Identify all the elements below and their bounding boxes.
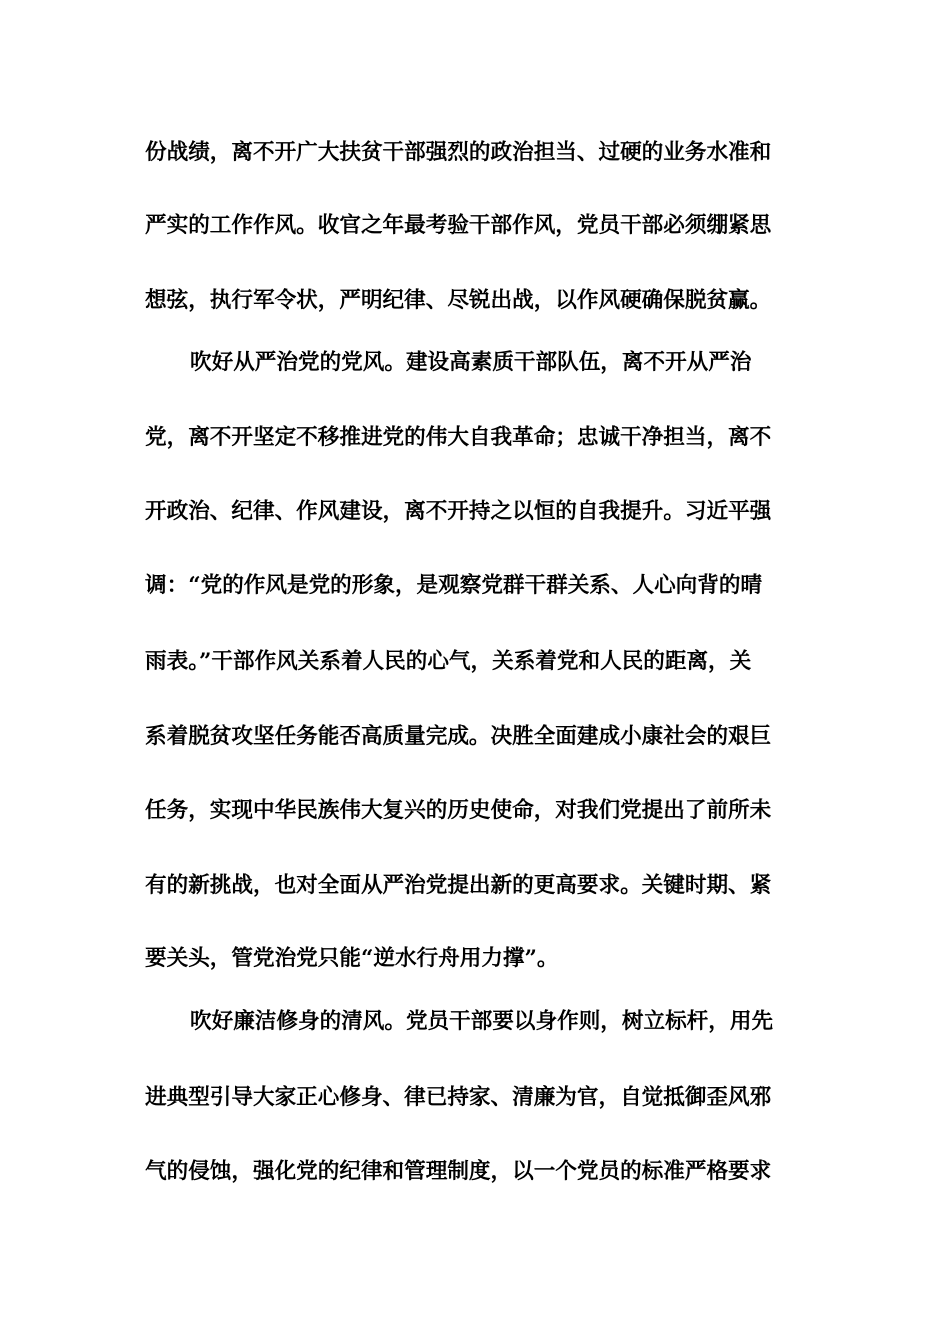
text-line-5: 党，离不开坚定不移推进党的伟大自我革命；忠诚干净担当，离不 [145, 425, 772, 450]
paragraph-3-line-1: 吹好廉洁修身的清风。党员干部要以身作则，树立标杆，用先 [190, 1009, 774, 1034]
paragraph-2-line-1: 吹好从严治党的党风。建设高素质干部队伍，离不开从严治 [190, 350, 752, 375]
text-line-14: 进典型引导大家正心修身、律已持家、清廉为官，自觉抵御歪风邪 [145, 1085, 772, 1110]
text-line-6: 开政治、纪律、作风建设，离不开持之以恒的自我提升。习近平强 [145, 499, 772, 524]
text-line-10: 任务，实现中华民族伟大复兴的历史使命，对我们党提出了前所未 [145, 798, 772, 823]
text-line-7: 调：“党的作风是党的形象，是观察党群干群关系、人心向背的晴 [145, 573, 763, 598]
text-line-2: 严实的工作作风。收官之年最考验干部作风，党员干部必须绷紧思 [145, 213, 772, 238]
text-line-3: 想弦，执行军令状，严明纪律、尽锐出战，以作风硬确保脱贫赢。 [145, 288, 772, 313]
text-line-1: 份战绩，离不开广大扶贫干部强烈的政治担当、过硬的业务水准和 [145, 140, 772, 165]
text-line-9: 系着脱贫攻坚任务能否高质量完成。决胜全面建成小康社会的艰巨 [145, 724, 772, 749]
text-line-12: 要关头，管党治党只能“逆水行舟用力撑”。 [145, 946, 559, 971]
text-line-11: 有的新挑战，也对全面从严治党提出新的更高要求。关键时期、紧 [145, 873, 772, 898]
text-line-8: 雨表。”干部作风关系着人民的心气，关系着党和人民的距离，关 [145, 649, 752, 674]
text-line-15: 气的侵蚀，强化党的纪律和管理制度，以一个党员的标准严格要求 [145, 1159, 772, 1184]
